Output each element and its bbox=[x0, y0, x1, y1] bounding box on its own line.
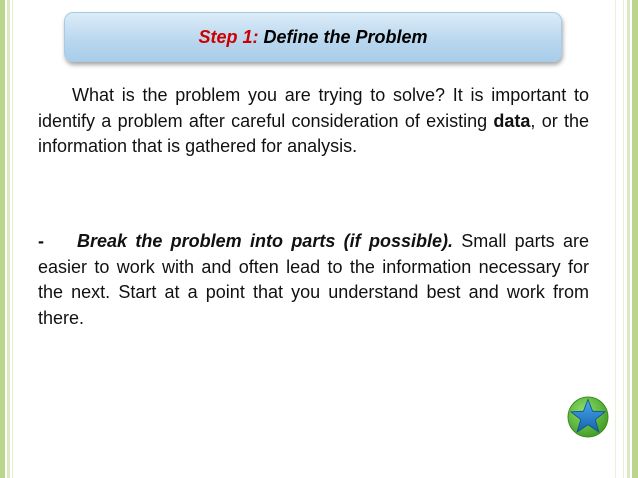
intro-text-start: What is the problem you are trying to solve? It is important to identify a problem after careful consideration of existing bbox=[38, 85, 589, 131]
left-decorative-stripe bbox=[7, 0, 10, 478]
right-decorative-stripe bbox=[627, 0, 630, 478]
slide-title bbox=[64, 12, 562, 62]
bullet-text: Small parts are easier to work with and often lead to the information necessary for the next. Start at a point that you understand best and work from there. bbox=[38, 231, 589, 328]
step-name: Define the Problem bbox=[263, 26, 428, 47]
bullet-dash: - bbox=[38, 231, 44, 251]
right-decorative-stripe bbox=[623, 0, 624, 478]
left-decorative-stripe bbox=[0, 0, 5, 478]
right-decorative-stripe bbox=[615, 0, 616, 478]
intro-text-end: , or the information that is gathered for analysis. bbox=[38, 110, 589, 156]
star-icon[interactable] bbox=[567, 396, 609, 438]
keyword-data: data bbox=[493, 110, 531, 131]
bullet-paragraph bbox=[38, 229, 589, 331]
right-decorative-stripe bbox=[632, 0, 638, 478]
step-label: Step 1: bbox=[198, 26, 259, 47]
intro-paragraph bbox=[38, 83, 589, 160]
bullet-emphasis: Break the problem into parts (if possible). bbox=[77, 231, 453, 251]
left-decorative-stripe bbox=[12, 0, 13, 478]
